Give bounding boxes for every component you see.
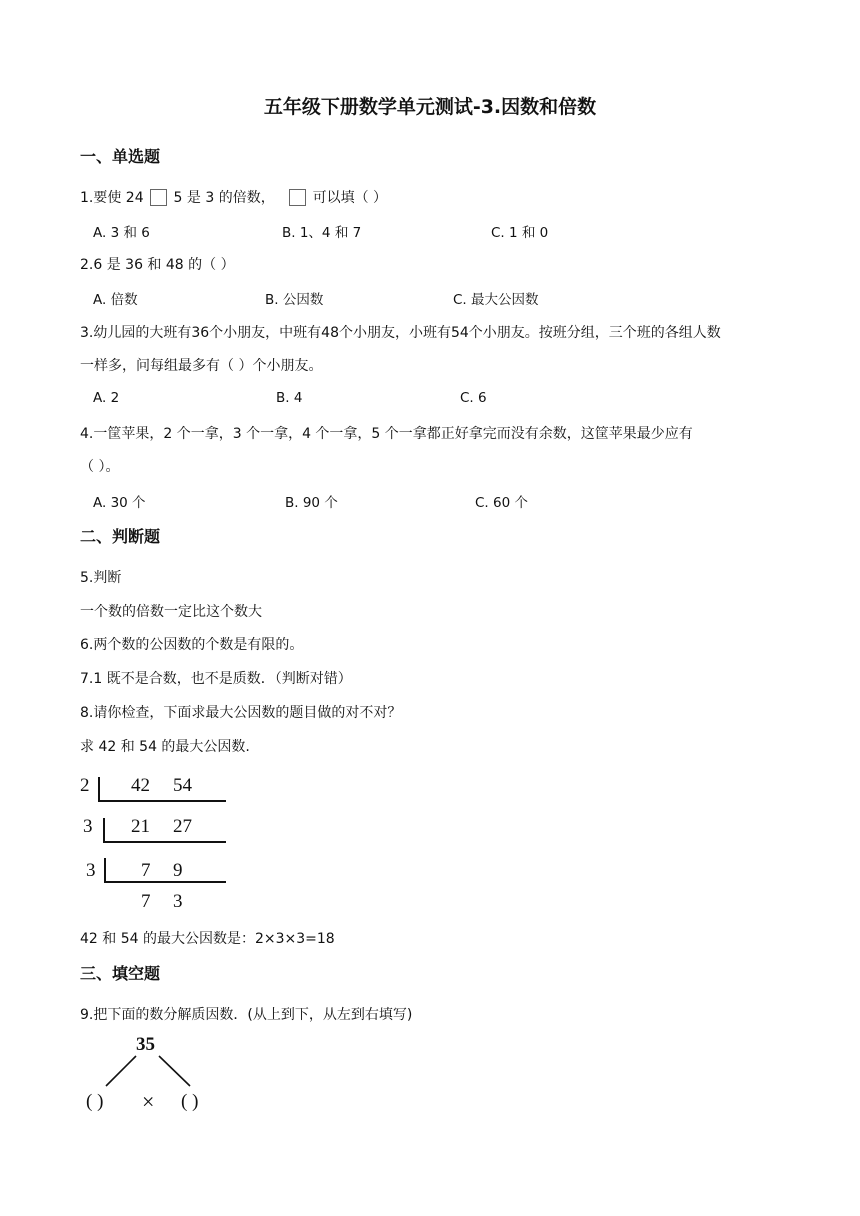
- question-4-line-1: 4.一筐苹果，2 个一拿，3 个一拿，4 个一拿，5 个一拿都正好拿完而没有余数，这筐苹果最少应有: [80, 426, 693, 442]
- factor-tree-root: 35: [136, 1034, 155, 1055]
- question-1-middle: 5 是 3 的倍数，: [173, 190, 275, 206]
- question-3-line-2: 一样多，问每组最多有（ ）个小朋友。: [80, 358, 323, 374]
- division-line-2: [103, 841, 226, 843]
- factor-blank-right[interactable]: ( ): [181, 1091, 199, 1112]
- question-7: 7.1 既不是合数，也不是质数．（判断对错）: [80, 671, 352, 687]
- q3-option-b[interactable]: B. 4: [276, 390, 303, 406]
- section-heading-single-choice: 一、单选题: [80, 147, 161, 166]
- dividend-1a: 42: [131, 775, 150, 796]
- factor-tree-right-branch: [159, 1056, 190, 1086]
- question-4-line-2: （ ）。: [80, 459, 120, 475]
- divisor-3: 3: [86, 860, 96, 881]
- q4-option-a[interactable]: A. 30 个: [93, 495, 146, 511]
- question-1-suffix: 可以填（ ）: [312, 190, 388, 206]
- question-1: [80, 187, 387, 207]
- factor-blank-left[interactable]: ( ): [86, 1091, 104, 1112]
- q2-option-a[interactable]: A. 倍数: [93, 292, 138, 308]
- division-line-3: [104, 881, 226, 883]
- q1-option-a[interactable]: A. 3 和 6: [93, 225, 150, 241]
- divisor-1: 2: [80, 775, 90, 796]
- dividend-3a: 7: [141, 860, 151, 881]
- division-bracket-3: [104, 858, 106, 882]
- quotient-b: 3: [173, 891, 183, 912]
- division-bracket-1: [98, 777, 100, 801]
- q1-option-c[interactable]: C. 1 和 0: [491, 225, 549, 241]
- quotient-a: 7: [141, 891, 151, 912]
- question-8-line-1: 8.请你检查，下面求最大公因数的题目做的对不对？: [80, 705, 402, 721]
- question-3-line-1: 3.幼儿园的大班有36个小朋友，中班有48个小朋友，小班有54个小朋友。按班分组，三个班的各组人数: [80, 325, 721, 341]
- dividend-2b: 27: [173, 816, 192, 837]
- dividend-3b: 9: [173, 860, 183, 881]
- divisor-2: 3: [83, 816, 93, 837]
- division-line-1: [98, 800, 226, 802]
- division-bracket-2: [103, 818, 105, 842]
- question-8-line-2: 求 42 和 54 的最大公因数.: [80, 739, 250, 755]
- question-5-line-2: 一个数的倍数一定比这个数大: [80, 604, 262, 620]
- q2-option-c[interactable]: C. 最大公因数: [453, 292, 539, 308]
- q4-option-c[interactable]: C. 60 个: [475, 495, 528, 511]
- question-1-prefix: 1.要使 24: [80, 190, 144, 206]
- section-heading-fill-in: 三、填空题: [80, 964, 161, 983]
- dividend-2a: 21: [131, 816, 150, 837]
- q1-option-b[interactable]: B. 1、4 和 7: [282, 225, 362, 241]
- factor-tree-left-branch: [106, 1056, 136, 1086]
- question-8-conclusion: 42 和 54 的最大公因数是：2×3×3=18: [80, 931, 335, 947]
- section-heading-true-false: 二、判断题: [80, 527, 161, 546]
- q4-option-b[interactable]: B. 90 个: [285, 495, 338, 511]
- page-title: 五年级下册数学单元测试-3.因数和倍数: [263, 96, 597, 118]
- question-6: 6.两个数的公因数的个数是有限的。: [80, 637, 304, 653]
- q3-option-a[interactable]: A. 2: [93, 390, 120, 406]
- dividend-1b: 54: [173, 775, 192, 796]
- question-5-line-1: 5.判断: [80, 570, 122, 586]
- blank-box-2[interactable]: [289, 189, 306, 206]
- question-2: 2.6 是 36 和 48 的（ ）: [80, 257, 235, 273]
- question-9: 9.把下面的数分解质因数．(从上到下，从左到右填写): [80, 1007, 413, 1023]
- multiply-sign: ×: [142, 1089, 155, 1114]
- q2-option-b[interactable]: B. 公因数: [265, 292, 324, 308]
- q3-option-c[interactable]: C. 6: [460, 390, 487, 406]
- blank-box-1[interactable]: [150, 189, 167, 206]
